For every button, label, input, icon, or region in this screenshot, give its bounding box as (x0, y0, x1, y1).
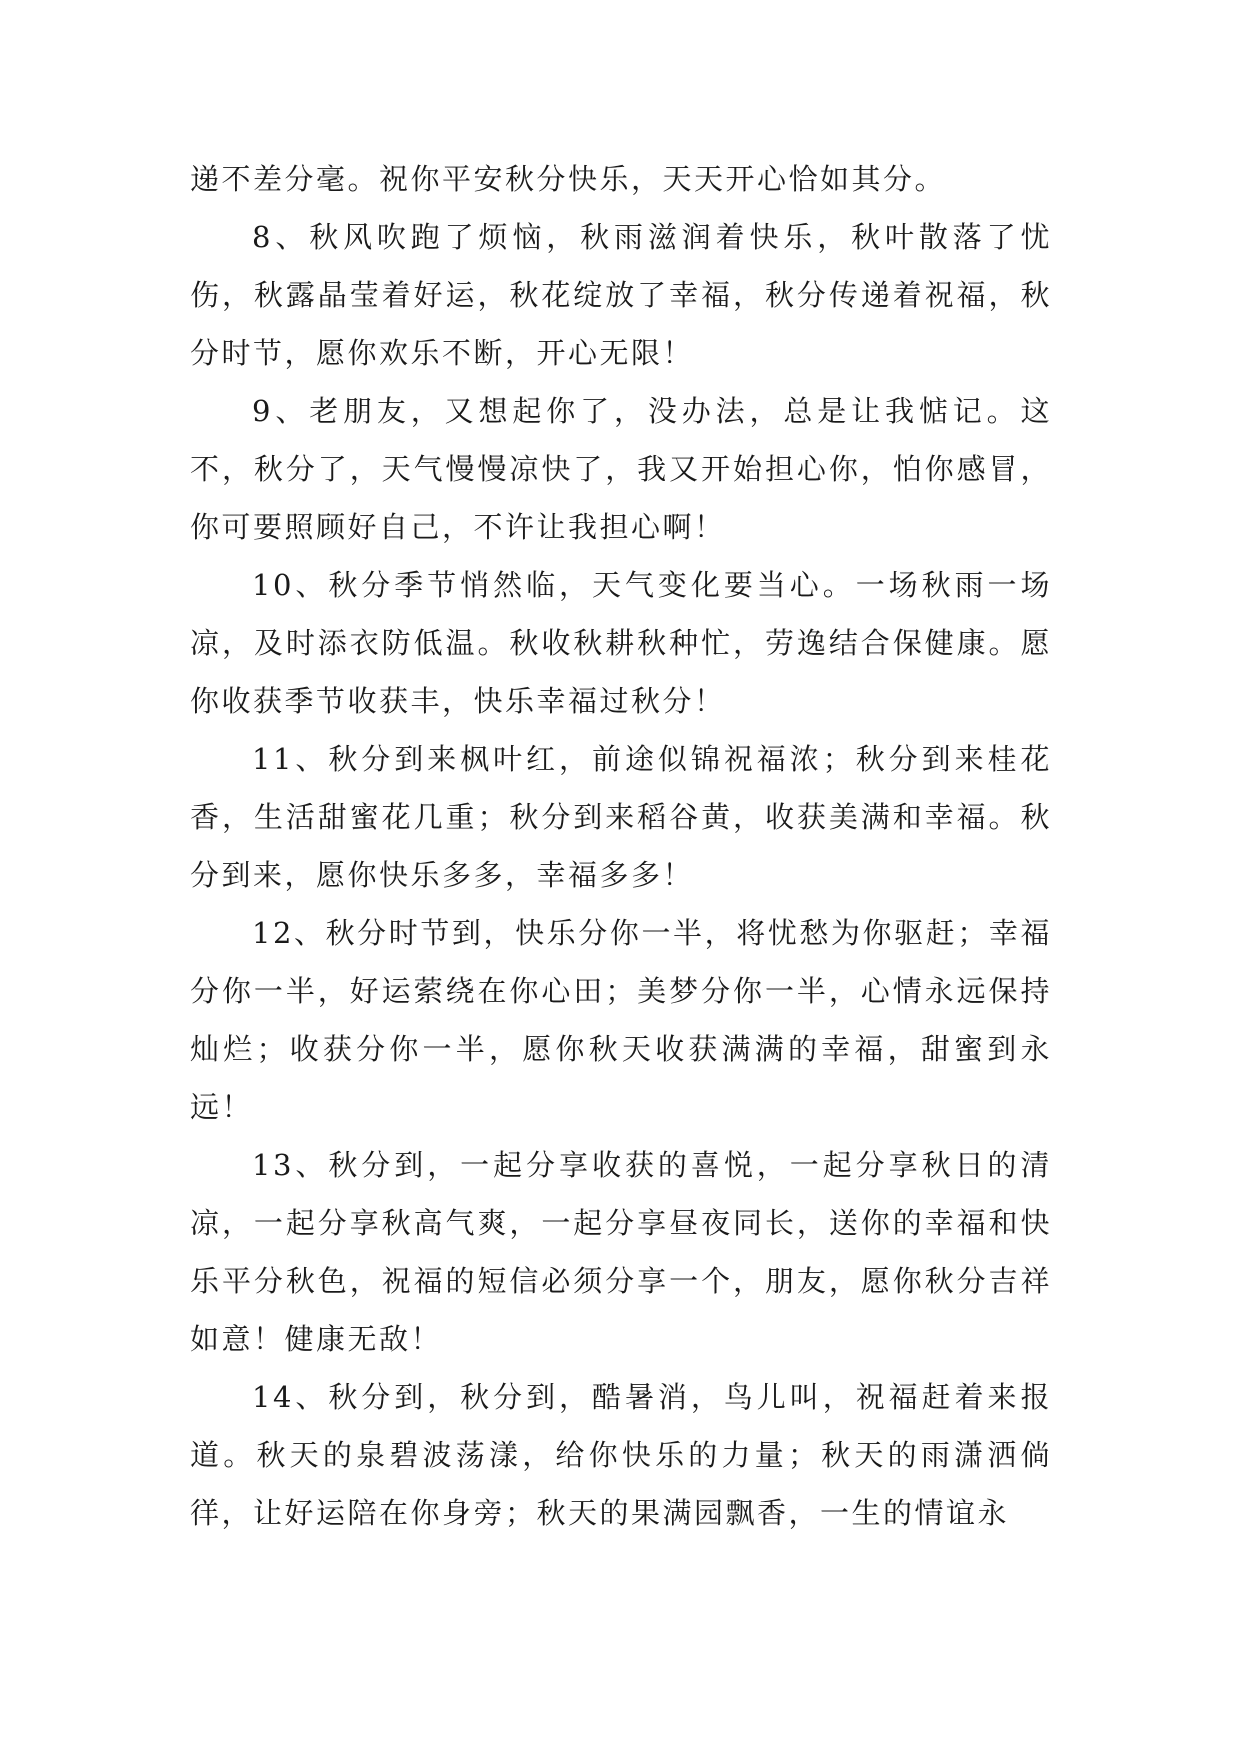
document-page (190, 150, 1052, 1542)
paragraph-item-14: 14、秋分到，秋分到，酷暑消，鸟儿叫，祝福赶着来报道。秋天的泉碧波荡漾，给你快乐的力量；秋天的雨潇洒倘徉，让好运陪在你身旁；秋天的果满园飘香，一生的情谊永 (190, 1380, 1052, 1530)
paragraph-item-9: 9、老朋友，又想起你了，没办法，总是让我惦记。这不，秋分了，天气慢慢凉快了，我又开始担心你，怕你感冒，你可要照顾好自己，不许让我担心啊！ (190, 394, 1052, 544)
paragraph-item-10: 10、秋分季节悄然临，天气变化要当心。一场秋雨一场凉，及时添衣防低温。秋收秋耕秋种忙，劳逸结合保健康。愿你收获季节收获丰，快乐幸福过秋分！ (190, 568, 1052, 718)
paragraph-item-11: 11、秋分到来枫叶红，前途似锦祝福浓；秋分到来桂花香，生活甜蜜花几重；秋分到来稻谷黄，收获美满和幸福。秋分到来，愿你快乐多多，幸福多多！ (190, 742, 1052, 892)
paragraph-item-12: 12、秋分时节到，快乐分你一半，将忧愁为你驱赶；幸福分你一半，好运萦绕在你心田；美梦分你一半，心情永远保持灿烂；收获分你一半，愿你秋天收获满满的幸福，甜蜜到永远！ (190, 916, 1052, 1124)
paragraph-item-13: 13、秋分到，一起分享收获的喜悦，一起分享秋日的清凉，一起分享秋高气爽，一起分享昼夜同长，送你的幸福和快乐平分秋色，祝福的短信必须分享一个，朋友，愿你秋分吉祥如意！健康无敌！ (190, 1148, 1052, 1356)
paragraph-continuation: 递不差分毫。祝你平安秋分快乐，天天开心恰如其分。 (190, 162, 947, 196)
paragraph-item-8: 8、秋风吹跑了烦恼，秋雨滋润着快乐，秋叶散落了忧伤，秋露晶莹着好运，秋花绽放了幸福，秋分传递着祝福，秋分时节，愿你欢乐不断，开心无限！ (190, 220, 1052, 370)
